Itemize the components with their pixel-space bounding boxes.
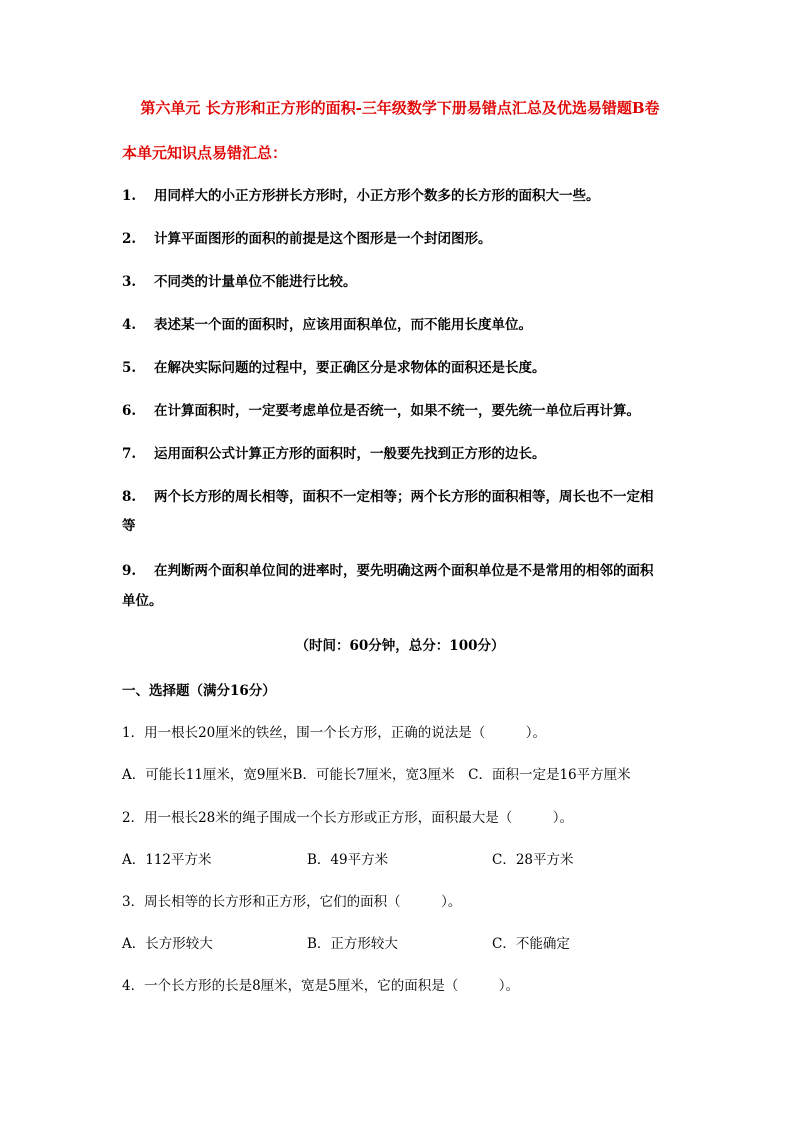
knowledge-point-7	[122, 444, 682, 464]
option-c: C．面积一定是16平方厘米	[468, 767, 631, 783]
option-b: B．可能长7厘米，宽3厘米	[292, 767, 455, 783]
knowledge-point-8	[122, 487, 682, 507]
point-text: 用同样大的小正方形拼长方形时，小正方形个数多的长方形的面积大一些。	[154, 188, 600, 204]
question-1-options	[122, 765, 702, 785]
question-3-options	[122, 934, 702, 954]
point-number: 1.	[122, 188, 137, 204]
knowledge-point-3	[122, 272, 682, 292]
point-text: 两个长方形的周长相等，面积不一定相等；两个长方形的面积相等，周长也不一定相	[154, 489, 654, 505]
point-number: 7.	[122, 446, 137, 462]
option-a: A．可能长11厘米，宽9厘米	[122, 767, 293, 783]
option-a: A．112平方米	[122, 852, 212, 868]
point-number: 2.	[122, 231, 137, 247]
option-a: A．长方形较大	[122, 936, 213, 952]
point-text: 表述某一个面的面积时，应该用面积单位，而不能用长度单位。	[154, 317, 532, 333]
point-text: 不同类的计量单位不能进行比较。	[154, 274, 357, 290]
knowledge-point-4	[122, 315, 682, 335]
knowledge-point-9	[122, 561, 682, 581]
knowledge-point-2	[122, 229, 682, 249]
knowledge-point-8-continued	[122, 516, 682, 536]
point-number: 8.	[122, 489, 137, 505]
point-number: 4.	[122, 317, 137, 333]
point-number: 5.	[122, 360, 137, 376]
point-number: 6.	[122, 403, 137, 419]
knowledge-point-1	[122, 186, 682, 206]
question-1: 1．用一根长20厘米的铁丝，围一个长方形，正确的说法是（ ）。	[122, 725, 547, 741]
question-4: 4．一个长方形的长是8厘米，宽是5厘米，它的面积是（ ）。	[122, 978, 520, 994]
option-b: B．正方形较大	[307, 936, 398, 952]
option-b: B．49平方米	[307, 852, 389, 868]
question-2: 2．用一根长28米的绳子围成一个长方形或正方形，面积最大是（ ）。	[122, 810, 574, 826]
point-text-continued: 单位。	[122, 593, 163, 609]
point-text: 计算平面图形的面积的前提是这个图形是一个封闭图形。	[154, 231, 492, 247]
section-heading-multiple-choice: 一、选择题（满分16分）	[122, 683, 276, 699]
knowledge-point-9-continued	[122, 591, 682, 611]
point-text: 在判断两个面积单位间的进率时，要先明确这两个面积单位是不是常用的相邻的面积	[154, 563, 654, 579]
document-title: 第六单元 长方形和正方形的面积-三年级数学下册易错点汇总及优选易错题B卷	[140, 99, 660, 117]
question-3: 3．周长相等的长方形和正方形，它们的面积（ ）。	[122, 894, 462, 910]
option-c: C．不能确定	[492, 936, 570, 952]
knowledge-point-6	[122, 401, 682, 421]
option-c: C．28平方米	[492, 852, 574, 868]
point-text: 运用面积公式计算正方形的面积时，一般要先找到正方形的边长。	[154, 446, 546, 462]
point-text: 在解决实际问题的过程中，要正确区分是求物体的面积还是长度。	[154, 360, 546, 376]
knowledge-point-5	[122, 358, 682, 378]
section-heading-error-summary: 本单元知识点易错汇总：	[122, 144, 288, 162]
point-number: 9.	[122, 563, 137, 579]
question-2-options	[122, 850, 702, 870]
point-text: 在计算面积时，一定要考虑单位是否统一，如果不统一，要先统一单位后再计算。	[154, 403, 640, 419]
point-text-continued: 等	[122, 518, 136, 534]
exam-time-info: （时间：60分钟，总分：100分）	[295, 638, 505, 654]
point-number: 3.	[122, 274, 137, 290]
